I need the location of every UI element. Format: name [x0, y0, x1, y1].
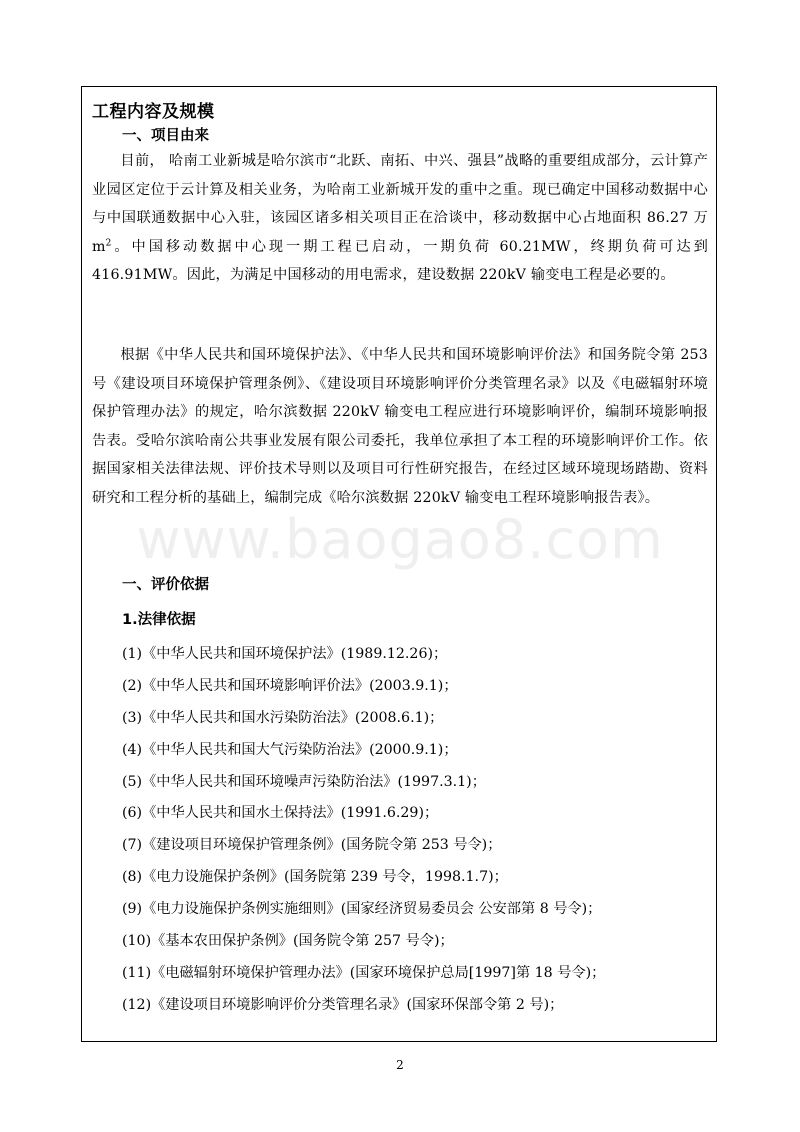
law-item: (7)《建设项目环境保护管理条例》(国务院令第 253 号令)；: [122, 837, 502, 854]
law-list: [122, 639, 712, 1022]
p1-superscript: 2: [105, 238, 112, 249]
basis-heading: 一、评价依据: [122, 577, 209, 593]
p1-text-before: 目前， 哈南工业新城是哈尔滨市“北跃、南拓、中兴、强县”战略的重要组成部分，云计算产业园区定位于云计算及相关业务，为哈南工业新城开发的重中之重。现已确定中国移动数据中心与中国联通数据中心入驻，该园区诸多相关项目正在洽谈中，移动数据中心占地面积 86.27 万 m: [92, 153, 708, 255]
law-item: (5)《中华人民共和国环境噪声污染防治法》(1997.3.1)；: [122, 773, 486, 790]
content-frame: [81, 86, 717, 1042]
watermark: www.baogao8.com: [136, 508, 664, 571]
law-item: (3)《中华人民共和国水污染防治法》(2008.6.1)；: [122, 709, 444, 726]
law-item: (11)《电磁辐射环境保护管理办法》(国家环境保护总局[1997]第 18 号令)；: [122, 964, 606, 981]
law-basis-heading: 1.法律依据: [122, 612, 196, 628]
page-number: 2: [396, 1058, 404, 1072]
law-item: (1)《中华人民共和国环境保护法》(1989.12.26)；: [122, 646, 448, 662]
law-item: (4)《中华人民共和国大气污染防治法》(2000.9.1)；: [122, 741, 458, 758]
section-title: 工程内容及规模: [92, 102, 215, 122]
law-item: (9)《电力设施保护条例实施细则》(国家经济贸易委员会 公安部第 8 号令)；: [122, 901, 602, 918]
law-item: (6)《中华人民共和国水土保持法》(1991.6.29)；: [122, 805, 439, 822]
p1-text-after: 。中国移动数据中心现一期工程已启动，一期负荷 60.21MW，终期负荷可达到 416.91MW。因此，为满足中国移动的用电需求，建设数据 220kV 输变电工程是必要的。: [92, 238, 708, 284]
assessment-commission-paragraph: 根据《中华人民共和国环境保护法》、《中华人民共和国环境影响评价法》和国务院令第 253 号《建设项目环境保护管理条例》、《建设项目环境影响评价分类管理名录》以及《电磁辐射环境保护管理办法》的规定，哈尔滨数据 220kV 输变电工程应进行环境影响评价，编制环境影响报告表。受哈尔滨哈南公共事业发展有限公司委托，我单位承担了本工程的环境影响评价工作。依据国家相关法律法规、评价技术导则以及项目可行性研究报告，在经过区域环境现场踏勘、资料研究和工程分析的基础上，编制完成《哈尔滨数据 220kV 输变电工程环境影响报告表》。: [92, 347, 708, 506]
law-item: (12)《建设项目环境影响评价分类管理名录》(国家环保部令第 2 号)；: [122, 996, 564, 1013]
project-background-paragraph: [92, 147, 708, 290]
law-item: (10)《基本农田保护条例》(国务院令第 257 号令)；: [122, 933, 454, 950]
law-item: (2)《中华人民共和国环境影响评价法》(2003.9.1)；: [122, 677, 458, 694]
law-item: (8)《电力设施保护条例》(国务院第 239 号令，1998.1.7)；: [122, 869, 508, 886]
intro-heading: 一、项目由来: [122, 128, 209, 144]
